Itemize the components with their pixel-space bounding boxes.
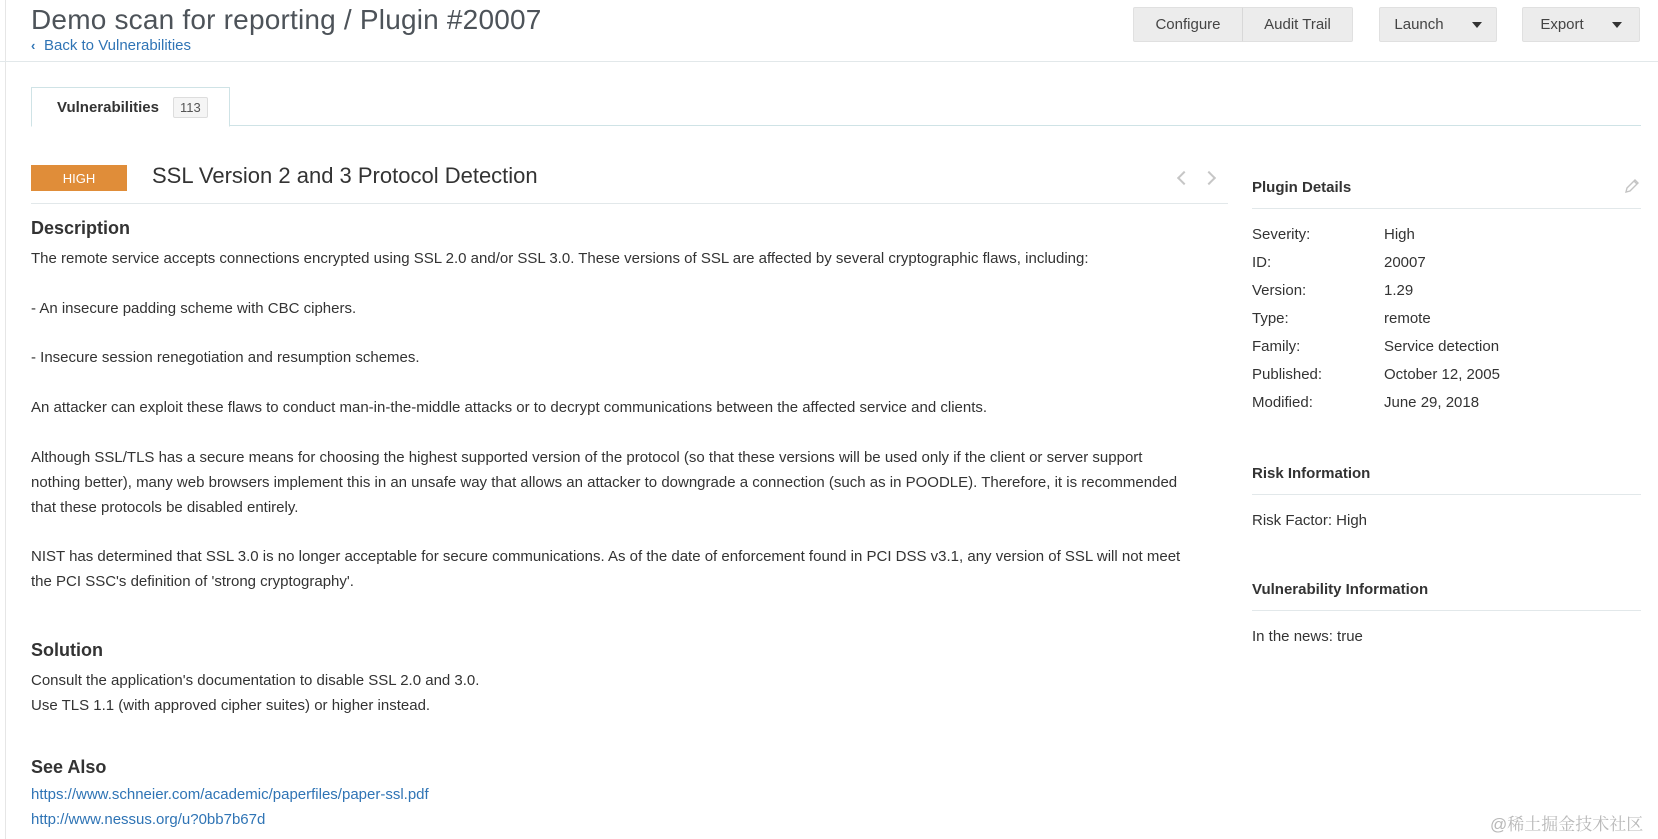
tab-vulnerabilities[interactable]	[31, 87, 230, 127]
risk-information-heading: Risk Information	[1252, 465, 1371, 482]
detail-label: Version:	[1252, 282, 1307, 299]
detail-value: October 12, 2005	[1384, 366, 1500, 383]
configure-button[interactable]	[1133, 7, 1243, 42]
in-the-news: In the news: true	[1252, 628, 1363, 645]
see-also-heading: See Also	[31, 757, 107, 777]
severity-badge: HIGH	[31, 165, 127, 191]
next-arrow-icon[interactable]	[1204, 170, 1218, 188]
detail-label: Type:	[1252, 310, 1289, 327]
tab-bar-rule	[31, 125, 1641, 126]
detail-label: ID:	[1252, 254, 1272, 271]
plugin-details-rule	[1252, 208, 1641, 209]
tab-label: Vulnerabilities	[57, 98, 159, 116]
export-button-label: Export	[1540, 16, 1584, 33]
back-link-label: Back to Vulnerabilities	[44, 37, 192, 54]
detail-value: June 29, 2018	[1384, 394, 1480, 411]
launch-button-label: Launch	[1394, 16, 1444, 33]
solution-heading: Solution	[31, 640, 103, 660]
audit-trail-button[interactable]	[1243, 7, 1353, 42]
vulnerability-information-heading: Vulnerability Information	[1252, 581, 1429, 598]
chevron-left-icon: ‹	[31, 38, 36, 53]
export-button[interactable]	[1522, 7, 1640, 42]
back-to-vulnerabilities-link[interactable]	[31, 37, 191, 54]
description-paragraph: NIST has determined that SSL 3.0 is no longer acceptable for secure communications. As of the date of enforcement found in PCI DSS v3.1, any version of SSL will not meet the PCI SSC's definition of 'strong cryptography'.	[31, 548, 1181, 590]
description-heading: Description	[31, 218, 131, 238]
detail-value: High	[1384, 226, 1415, 243]
configure-button-label: Configure	[1155, 16, 1221, 33]
detail-value: 1.29	[1384, 282, 1414, 299]
detail-value: 20007	[1384, 254, 1426, 271]
description-paragraph: - An insecure padding scheme with CBC ciphers.	[31, 300, 357, 317]
page-header	[0, 0, 1658, 62]
description-paragraph: - Insecure session renegotiation and resumption schemes.	[31, 349, 420, 366]
detail-value: remote	[1384, 310, 1431, 327]
see-also-link[interactable]: http://www.nessus.org/u?0bb7b67d	[31, 811, 266, 828]
tab-count-badge: 113	[173, 97, 208, 118]
risk-factor: Risk Factor: High	[1252, 512, 1368, 529]
launch-button[interactable]	[1379, 7, 1497, 42]
previous-arrow-icon[interactable]	[1176, 170, 1190, 188]
detail-label: Published:	[1252, 366, 1323, 383]
description-paragraph: Although SSL/TLS has a secure means for choosing the highest supported version of the protocol (so that these versions will be used only if the client or server support nothing better), many web browsers implement this in an unsafe way that allows an attacker to downgrade a connection (such as in POODLE). Therefore, it is recommended that these protocols be disabled entirely.	[31, 449, 1178, 516]
detail-label: Severity:	[1252, 226, 1311, 243]
vulnerability-pager	[1176, 170, 1218, 188]
description-paragraph: The remote service accepts connections encrypted using SSL 2.0 and/or SSL 3.0. These versions of SSL are affected by several cryptographic flaws, including:	[31, 250, 1089, 267]
left-border	[5, 0, 6, 839]
detail-value: Service detection	[1384, 338, 1500, 355]
audit-trail-button-label: Audit Trail	[1264, 16, 1331, 33]
plugin-details-heading: Plugin Details	[1252, 179, 1352, 196]
solution-line: Consult the application's documentation to disable SSL 2.0 and 3.0.	[31, 672, 480, 689]
title-divider	[31, 203, 1228, 204]
risk-information-rule	[1252, 494, 1641, 495]
caret-down-icon	[1472, 22, 1482, 28]
caret-down-icon	[1612, 22, 1622, 28]
page-title: Demo scan for reporting / Plugin #20007	[31, 4, 542, 35]
solution-line: Use TLS 1.1 (with approved cipher suites) or higher instead.	[31, 697, 431, 714]
vulnerability-information-rule	[1252, 610, 1641, 611]
description-paragraph: An attacker can exploit these flaws to conduct man-in-the-middle attacks or to decrypt communications between the affected service and clients.	[31, 399, 988, 416]
vulnerability-title: SSL Version 2 and 3 Protocol Detection	[152, 163, 538, 188]
detail-label: Family:	[1252, 338, 1301, 355]
see-also-link[interactable]: https://www.schneier.com/academic/paperfiles/paper-ssl.pdf	[31, 786, 429, 803]
watermark: @稀土掘金技术社区	[1490, 815, 1644, 834]
pencil-icon[interactable]	[1624, 178, 1640, 194]
detail-label: Modified:	[1252, 394, 1313, 411]
